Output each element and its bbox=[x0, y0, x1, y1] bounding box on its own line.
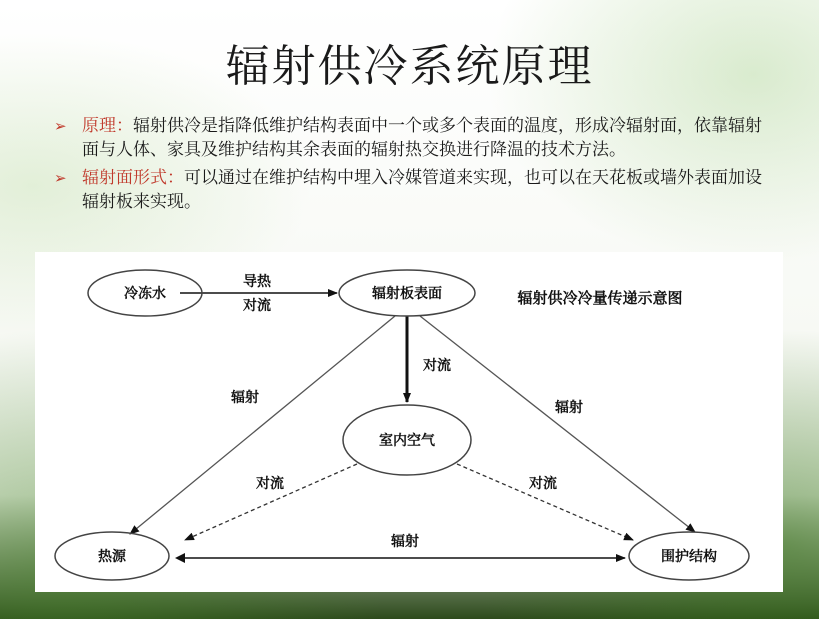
label-conduction: 导热 bbox=[243, 274, 271, 290]
label-convection-top: 对流 bbox=[243, 298, 271, 314]
cooling-transfer-diagram bbox=[35, 252, 783, 592]
bullet-surface-form bbox=[54, 166, 774, 214]
label-convection-right: 对流 bbox=[529, 476, 557, 492]
diagram-canvas bbox=[35, 252, 783, 592]
bullet-text: 可以通过在维护结构中埋入冷媒管道来实现，也可以在天花板或墙外表面加设辐射板来实现。 bbox=[82, 168, 762, 212]
arrow-bullet-icon: ➢ bbox=[54, 117, 67, 135]
node-indoor-air: 室内空气 bbox=[379, 433, 435, 449]
label-convection-down: 对流 bbox=[423, 358, 451, 374]
node-envelope: 围护结构 bbox=[661, 549, 717, 565]
bullet-lead: 原理： bbox=[82, 116, 133, 136]
edge-radiation-right bbox=[420, 316, 695, 532]
arrow-bullet-icon: ➢ bbox=[54, 169, 67, 187]
node-chilled-water: 冷冻水 bbox=[124, 286, 166, 302]
bullet-list bbox=[54, 114, 774, 218]
node-panel-surface: 辐射板表面 bbox=[372, 286, 442, 302]
bullet-text: 辐射供冷是指降低维护结构表面中一个或多个表面的温度，形成冷辐射面，依靠辐射面与人体、家具及维护结构其余表面的辐射热交换进行降温的技术方法。 bbox=[82, 116, 762, 160]
diagram-caption: 辐射供冷冷量传递示意图 bbox=[517, 289, 683, 307]
label-radiation-right: 辐射 bbox=[555, 400, 583, 416]
bullet-lead: 辐射面形式： bbox=[82, 168, 184, 188]
bullet-principle bbox=[54, 114, 774, 162]
label-convection-left: 对流 bbox=[256, 476, 284, 492]
node-heat-source: 热源 bbox=[98, 549, 126, 565]
page-title: 辐射供冷系统原理 bbox=[225, 41, 594, 92]
edge-radiation-left bbox=[130, 316, 395, 534]
edge-radiation-bottom-back-arrow bbox=[175, 553, 185, 563]
label-radiation-bottom: 辐射 bbox=[391, 534, 419, 550]
label-radiation-left: 辐射 bbox=[231, 390, 259, 406]
